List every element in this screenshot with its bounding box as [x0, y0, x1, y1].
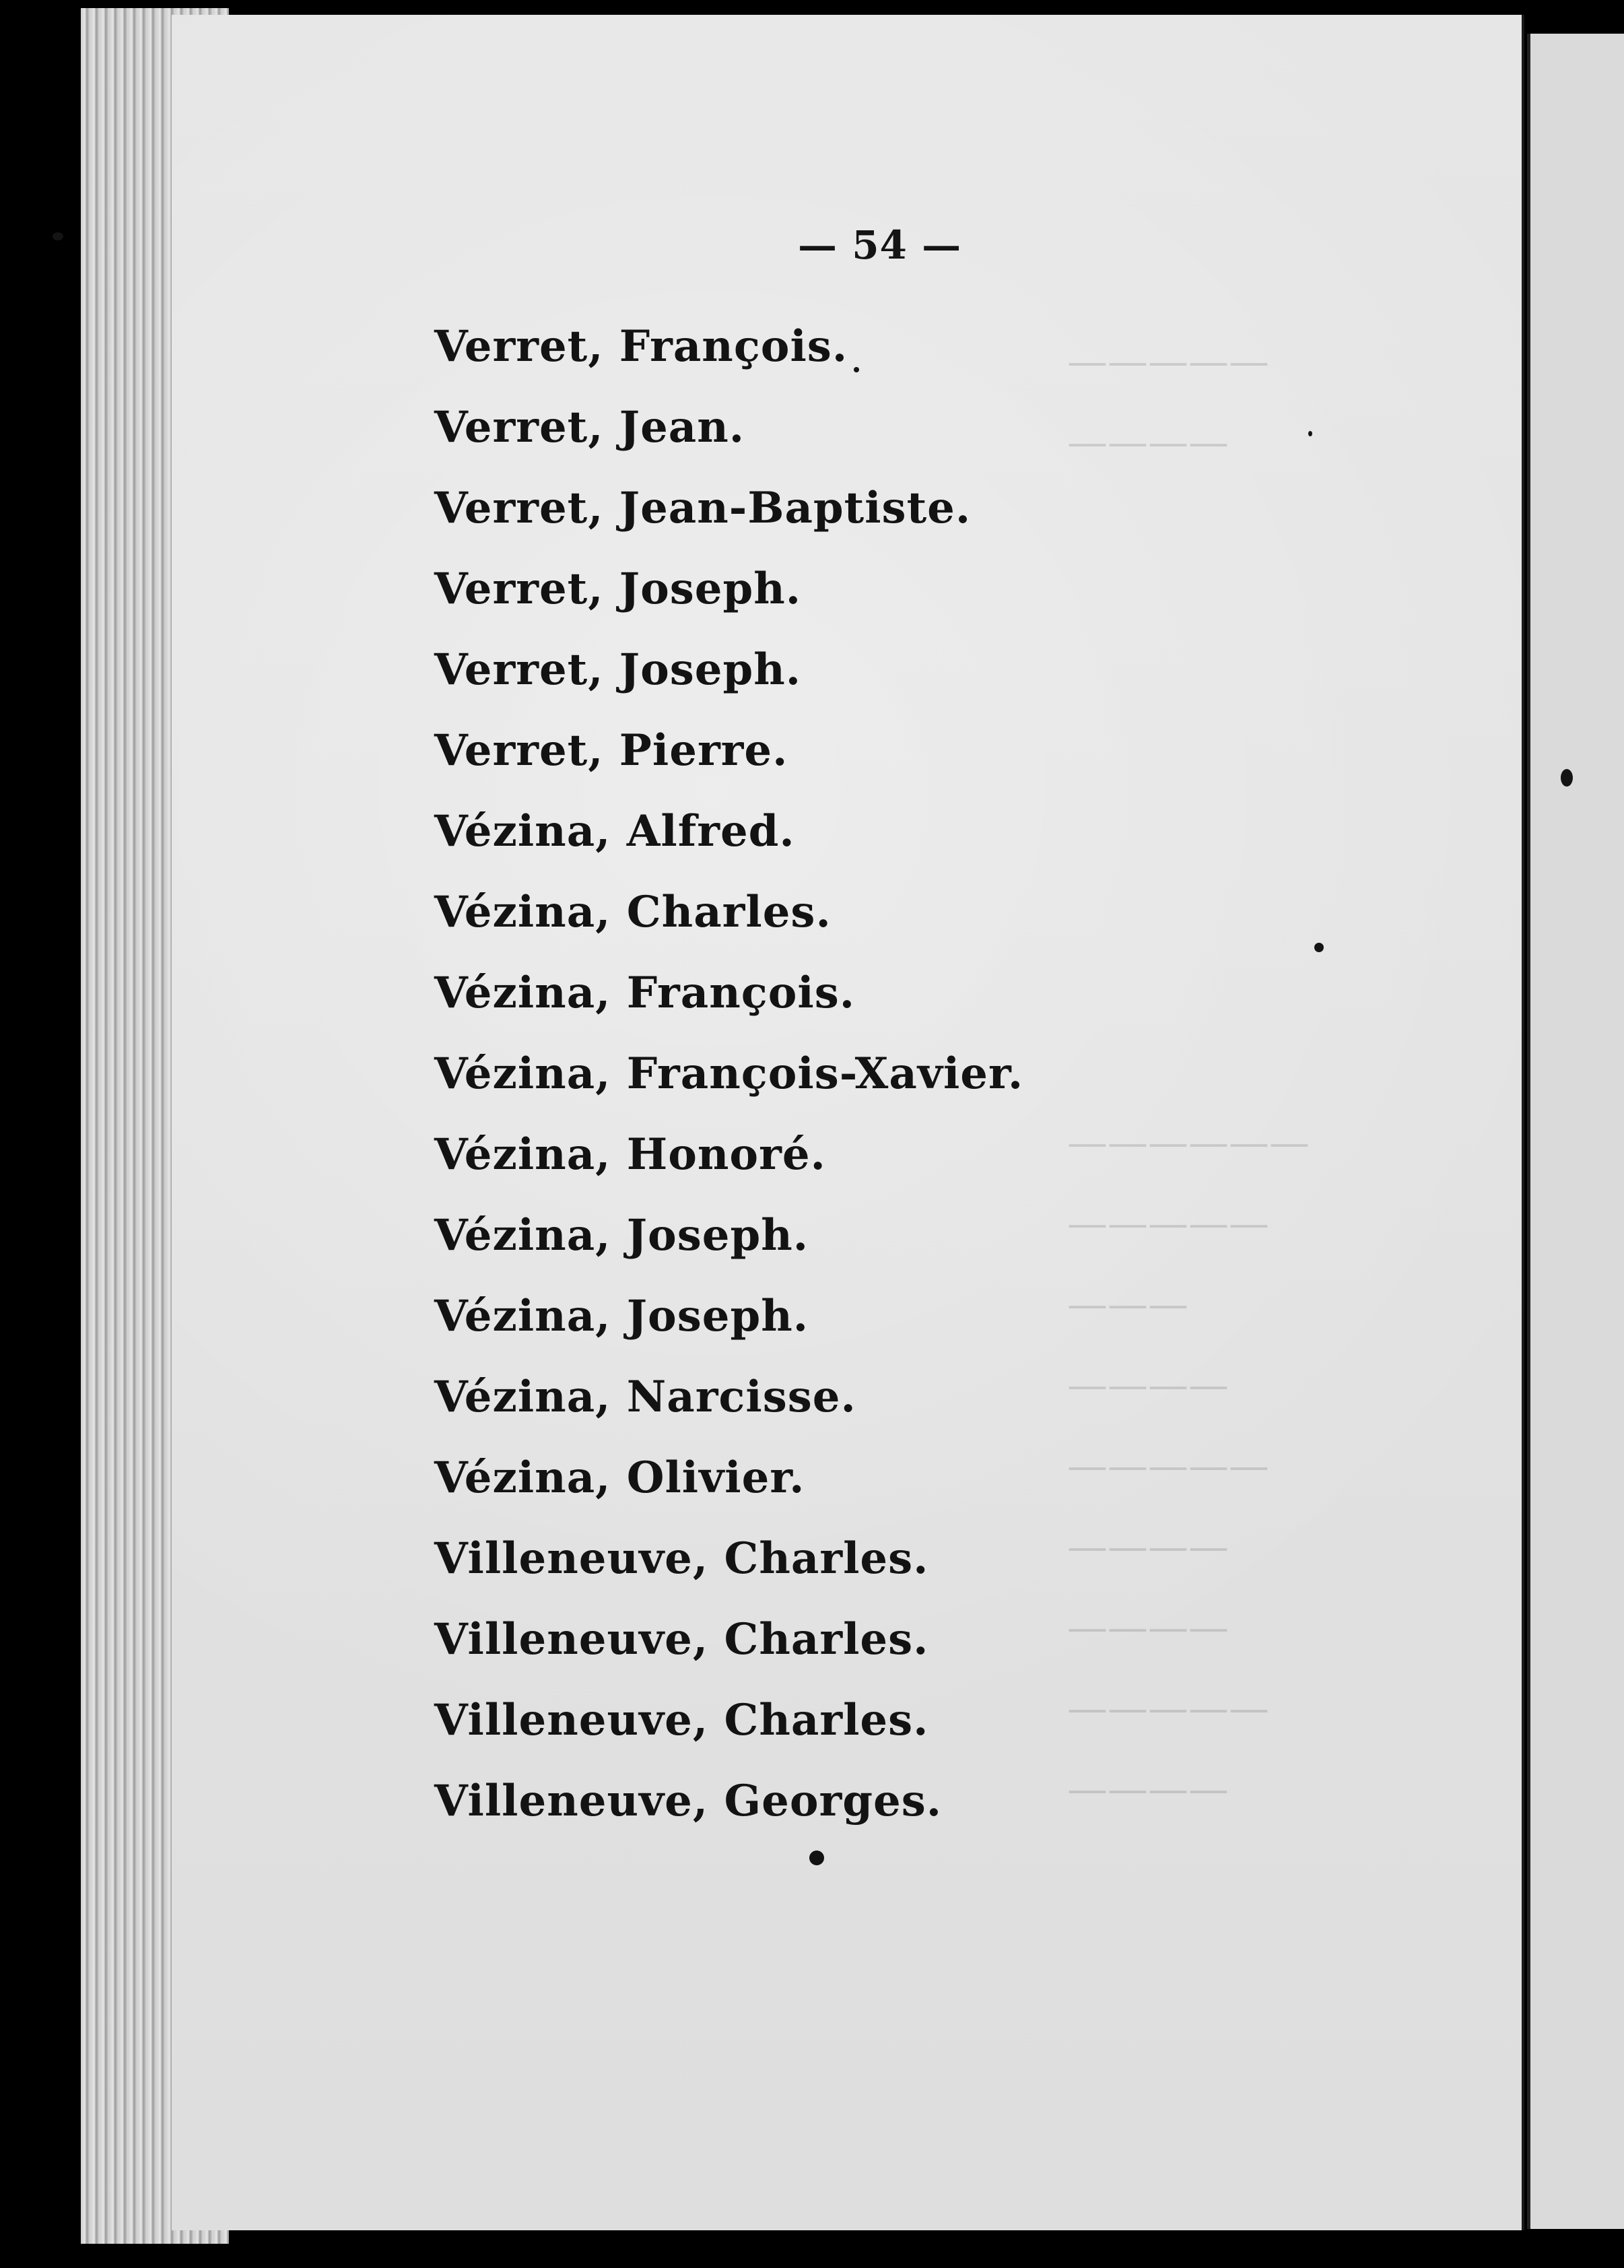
list-item: Vézina, Narcisse. — [434, 1372, 856, 1422]
list-item: Verret, François. — [434, 321, 848, 372]
list-item: Vézina, Joseph. — [434, 1210, 809, 1261]
list-item: Villeneuve, Georges. — [434, 1776, 942, 1826]
list-item: Villeneuve, Charles. — [434, 1533, 929, 1584]
ink-speck — [1308, 431, 1312, 436]
name-list — [434, 306, 1023, 1842]
list-item: Vézina, Olivier. — [434, 1453, 805, 1503]
list-item: Verret, Jean-Baptiste. — [434, 483, 972, 533]
ink-speck — [1314, 943, 1324, 952]
show-through-text: ————— ———— —————— ————— ——— ———— ————— ———— ———— ————— ———— — [1067, 338, 1310, 1813]
list-item: Vézina, Charles. — [434, 887, 832, 937]
list-item: Verret, Joseph. — [434, 644, 802, 695]
list-item: Verret, Pierre. — [434, 725, 788, 776]
ink-speck — [1561, 769, 1573, 787]
facing-page-edge — [1527, 34, 1624, 2229]
list-item: Verret, Jean. — [434, 402, 745, 453]
ink-speck — [854, 367, 859, 372]
list-item: Verret, Joseph. — [434, 564, 802, 614]
list-item: Vézina, Joseph. — [434, 1291, 809, 1341]
list-item: Vézina, Honoré. — [434, 1129, 826, 1180]
list-item: Vézina, François. — [434, 968, 856, 1018]
ink-speck — [53, 232, 63, 240]
ornament-dot — [809, 1850, 824, 1865]
page-number: — 54 — — [798, 222, 962, 268]
list-item: Vézina, Alfred. — [434, 806, 795, 857]
list-item: Vézina, François-Xavier. — [434, 1048, 1024, 1099]
list-item: Villeneuve, Charles. — [434, 1695, 929, 1745]
list-item: Villeneuve, Charles. — [434, 1614, 929, 1665]
